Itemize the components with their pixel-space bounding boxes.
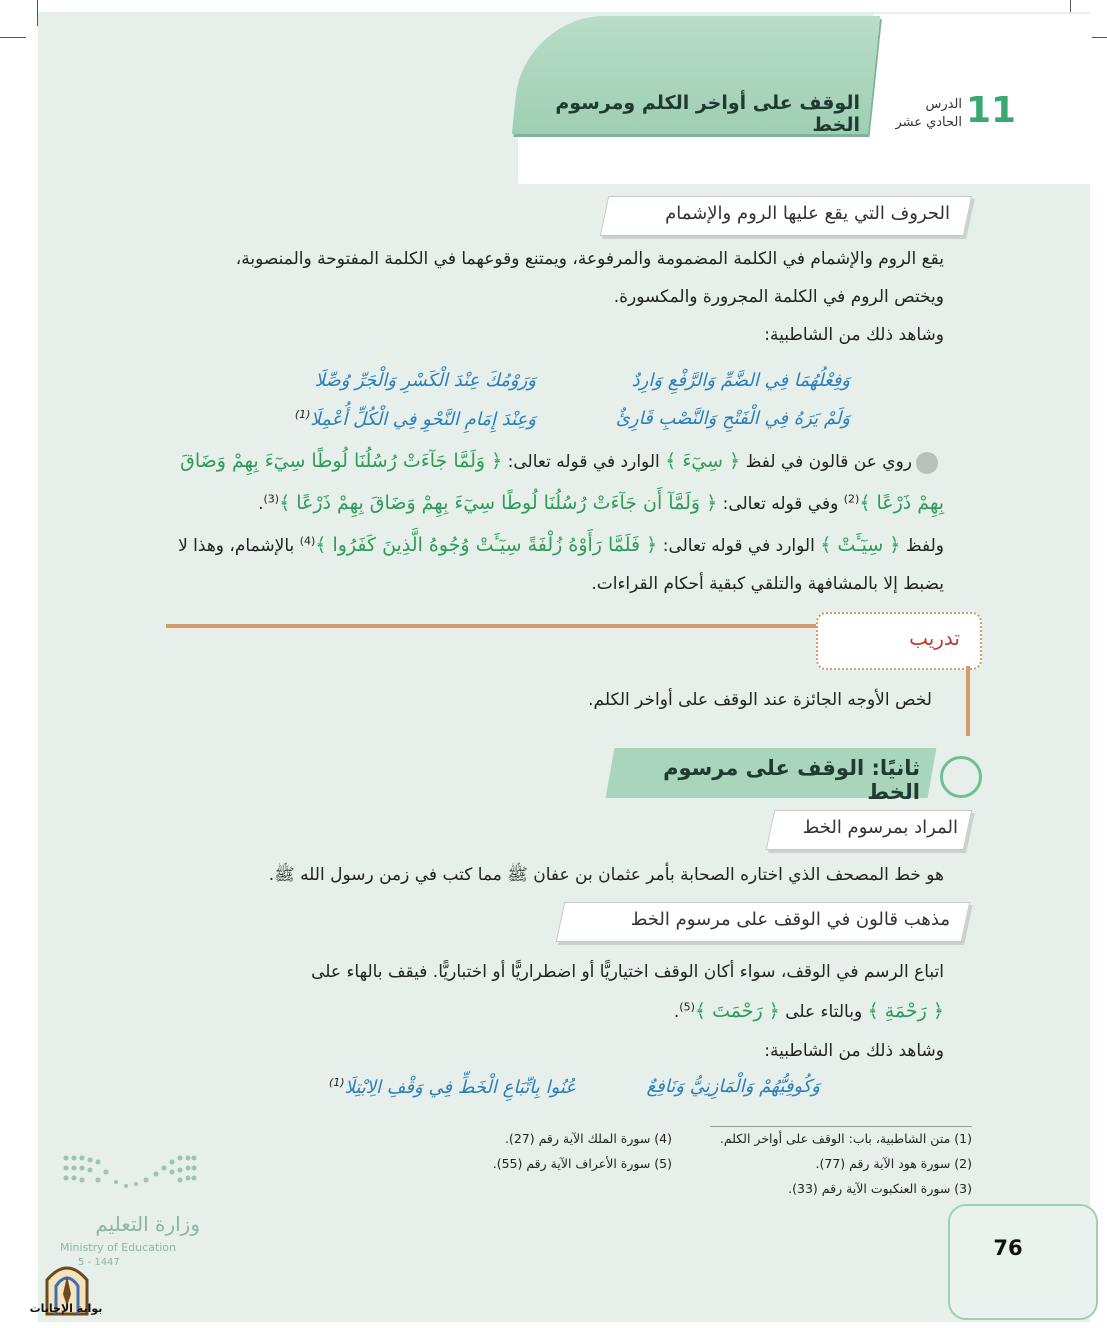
badge-label: بوابة الإجابات — [29, 1302, 103, 1315]
footnote-rule — [710, 1126, 972, 1127]
footnote: (2) سورة هود الآية رقم (77). — [815, 1156, 972, 1171]
poem-verse — [300, 1076, 576, 1098]
crop-mark — [0, 37, 26, 38]
quran-word: ﴿ سِيٓـَٔتْ ﴾ — [820, 534, 901, 556]
lesson-number: 11 — [966, 90, 1017, 131]
paragraph: بِهِمْ ذَرْعًا ﴾$^{(2)}$ وفي قوله تعالى: ﴿ وَلَمَّآ أَن جَآءَتْ رُسُلُنَا لُوطًا سِيٓءَ بِهِمْ وَضَاقَ بِهِمْ ذَرْعًا ﴾$^{(3)}$. — [258, 492, 944, 514]
quran-verse: بِهِمْ ذَرْعًا ﴾ — [859, 492, 944, 514]
footnote: (5) سورة الأعراف الآية رقم (55). — [492, 1156, 672, 1171]
footnote-ref: (1) — [294, 408, 311, 421]
footnote: (4) سورة الملك الآية رقم (27). — [504, 1131, 672, 1146]
training-label: تدريب — [909, 626, 960, 650]
lesson-title: الوقف على أواخر الكلم ومرسوم الخط — [555, 92, 860, 136]
footnote-ref: (1) — [328, 1076, 345, 1089]
text-run: الوارد في قوله تعالى: — [662, 536, 815, 556]
paragraph: يضبط إلا بالمشافهة والتلقي كبقية أحكام القراءات. — [591, 574, 944, 594]
paragraph: وشاهد ذلك من الشاطبية: — [764, 1041, 944, 1061]
quran-verse: ﴿ وَلَمَّا جَآءَتْ رُسُلُنَا لُوطًا سِيٓءَ بِهِمْ وَضَاقَ — [180, 450, 503, 472]
lesson-label-line1: الدرس — [925, 97, 962, 112]
poem-verse — [270, 408, 536, 430]
ministry-name-en: Ministry of Education — [60, 1241, 177, 1254]
text-run: ولفظ — [905, 536, 944, 556]
paragraph — [178, 534, 944, 556]
quran-verse: ﴿ فَلَمَّا رَأَوْهُ زُلْفَةً سِيٓـَٔتْ وُجُوهُ الَّذِينَ كَفَرُوا ﴾ — [315, 534, 658, 556]
verse-text: عُنُوا بِاتِّبَاعِ الْخَطِّ فِي وَقْفِ الِابْتِلَا — [344, 1077, 576, 1098]
footnote-ref: (2) — [843, 492, 860, 506]
training-divider — [166, 624, 816, 628]
footnote-ref: (5) — [679, 1000, 695, 1014]
quran-word: ﴿ رَحْمَتَ ﴾ — [694, 1000, 780, 1022]
paragraph — [180, 450, 912, 472]
bullet-icon — [916, 452, 938, 474]
footnote: (1) متن الشاطبية، باب: الوقف على أواخر الكلم. — [719, 1131, 972, 1146]
lesson-label — [880, 96, 962, 136]
quran-word: ﴿ سِيٓءَ ﴾ — [665, 450, 741, 472]
paragraph: يقع الروم والإشمام في الكلمة المضمومة والمرفوعة، ويمتنع وقوعهما في الكلمة المفتوحة والمنصوبة، — [235, 249, 944, 269]
section-heading: الحروف التي يقع عليها الروم والإشمام — [665, 203, 950, 224]
verse-text: وَعِنْدَ إِمَامِ النَّحْوِ فِي الْكُلِّ أُعْمِلَا — [310, 409, 536, 430]
page-number: 76 — [993, 1236, 1023, 1260]
paragraph: ﴿ رَحْمَةِ ﴾ وبالتاء على ﴿ رَحْمَتَ ﴾$^{(5)}$. — [673, 1000, 944, 1022]
quran-word: ﴿ رَحْمَةِ ﴾ — [867, 1000, 944, 1022]
ministry-logo-icon — [60, 1150, 200, 1200]
quran-verse: ﴿ وَلَمَّآ أَن جَآءَتْ رُسُلُنَا لُوطًا سِيٓءَ بِهِمْ وَضَاقَ بِهِمْ ذَرْعًا ﴾ — [279, 492, 718, 514]
section2-heading: ثانيًا: الوقف على مرسوم الخط — [663, 756, 920, 804]
ministry-name-ar: وزارة التعليم — [95, 1212, 200, 1236]
subheading: مذهب قالون في الوقف على مرسوم الخط — [630, 909, 950, 930]
paragraph: ويختص الروم في الكلمة المجرورة والمكسورة. — [613, 287, 944, 307]
text-run: روي عن قالون في لفظ — [745, 452, 912, 472]
text-run: الوارد في قوله تعالى: — [507, 452, 660, 472]
definition: هو خط المصحف الذي اختاره الصحابة بأمر عثمان بن عفان ﷺ مما كتب في زمن رسول الله ﷺ. — [268, 865, 944, 885]
text-run: وبالتاء على — [785, 1002, 863, 1022]
ministry-year: 5 - 1447 — [78, 1257, 120, 1268]
text-run: وفي قوله تعالى: — [722, 494, 839, 514]
footnote-ref: (4) — [299, 534, 316, 548]
training-task: لخص الأوجه الجائزة عند الوقف على أواخر الكلم. — [588, 690, 932, 710]
page-number-box — [948, 1204, 1098, 1320]
poem-verse: وَكُوفِيُّهُمْ وَالْمَازِنِيُّ وَنَافِعٌ — [646, 1076, 820, 1097]
poem-verse: وَرَوْمُكَ عِنْدَ الْكَسْرِ وَالْجَرِّ وُصِّلَا — [314, 370, 536, 391]
footnote: (3) سورة العنكبوت الآية رقم (33). — [788, 1181, 972, 1196]
text-run: بالإشمام، وهذا لا — [178, 536, 295, 556]
lesson-label-line2: الحادي عشر — [895, 115, 962, 130]
footnote-ref: (3) — [263, 492, 280, 506]
poem-verse: وَلَمْ يَرَهُ فِي الْفَتْحِ وَالنَّصْبِ قَارِئٌ — [615, 408, 850, 429]
subheading: المراد بمرسوم الخط — [802, 817, 958, 838]
paragraph: اتباع الرسم في الوقف، سواء أكان الوقف اختياريًّا أو اضطراريًّا أو اختباريًّا. فيقف بالهاء على — [311, 962, 944, 982]
ornament-icon — [940, 756, 982, 798]
training-bar — [966, 666, 970, 736]
paragraph: وشاهد ذلك من الشاطبية: — [764, 325, 944, 345]
poem-verse: وَفِعْلُهُمَا فِي الضَّمِّ وَالرَّفْعِ وَارِدٌ — [631, 370, 850, 391]
